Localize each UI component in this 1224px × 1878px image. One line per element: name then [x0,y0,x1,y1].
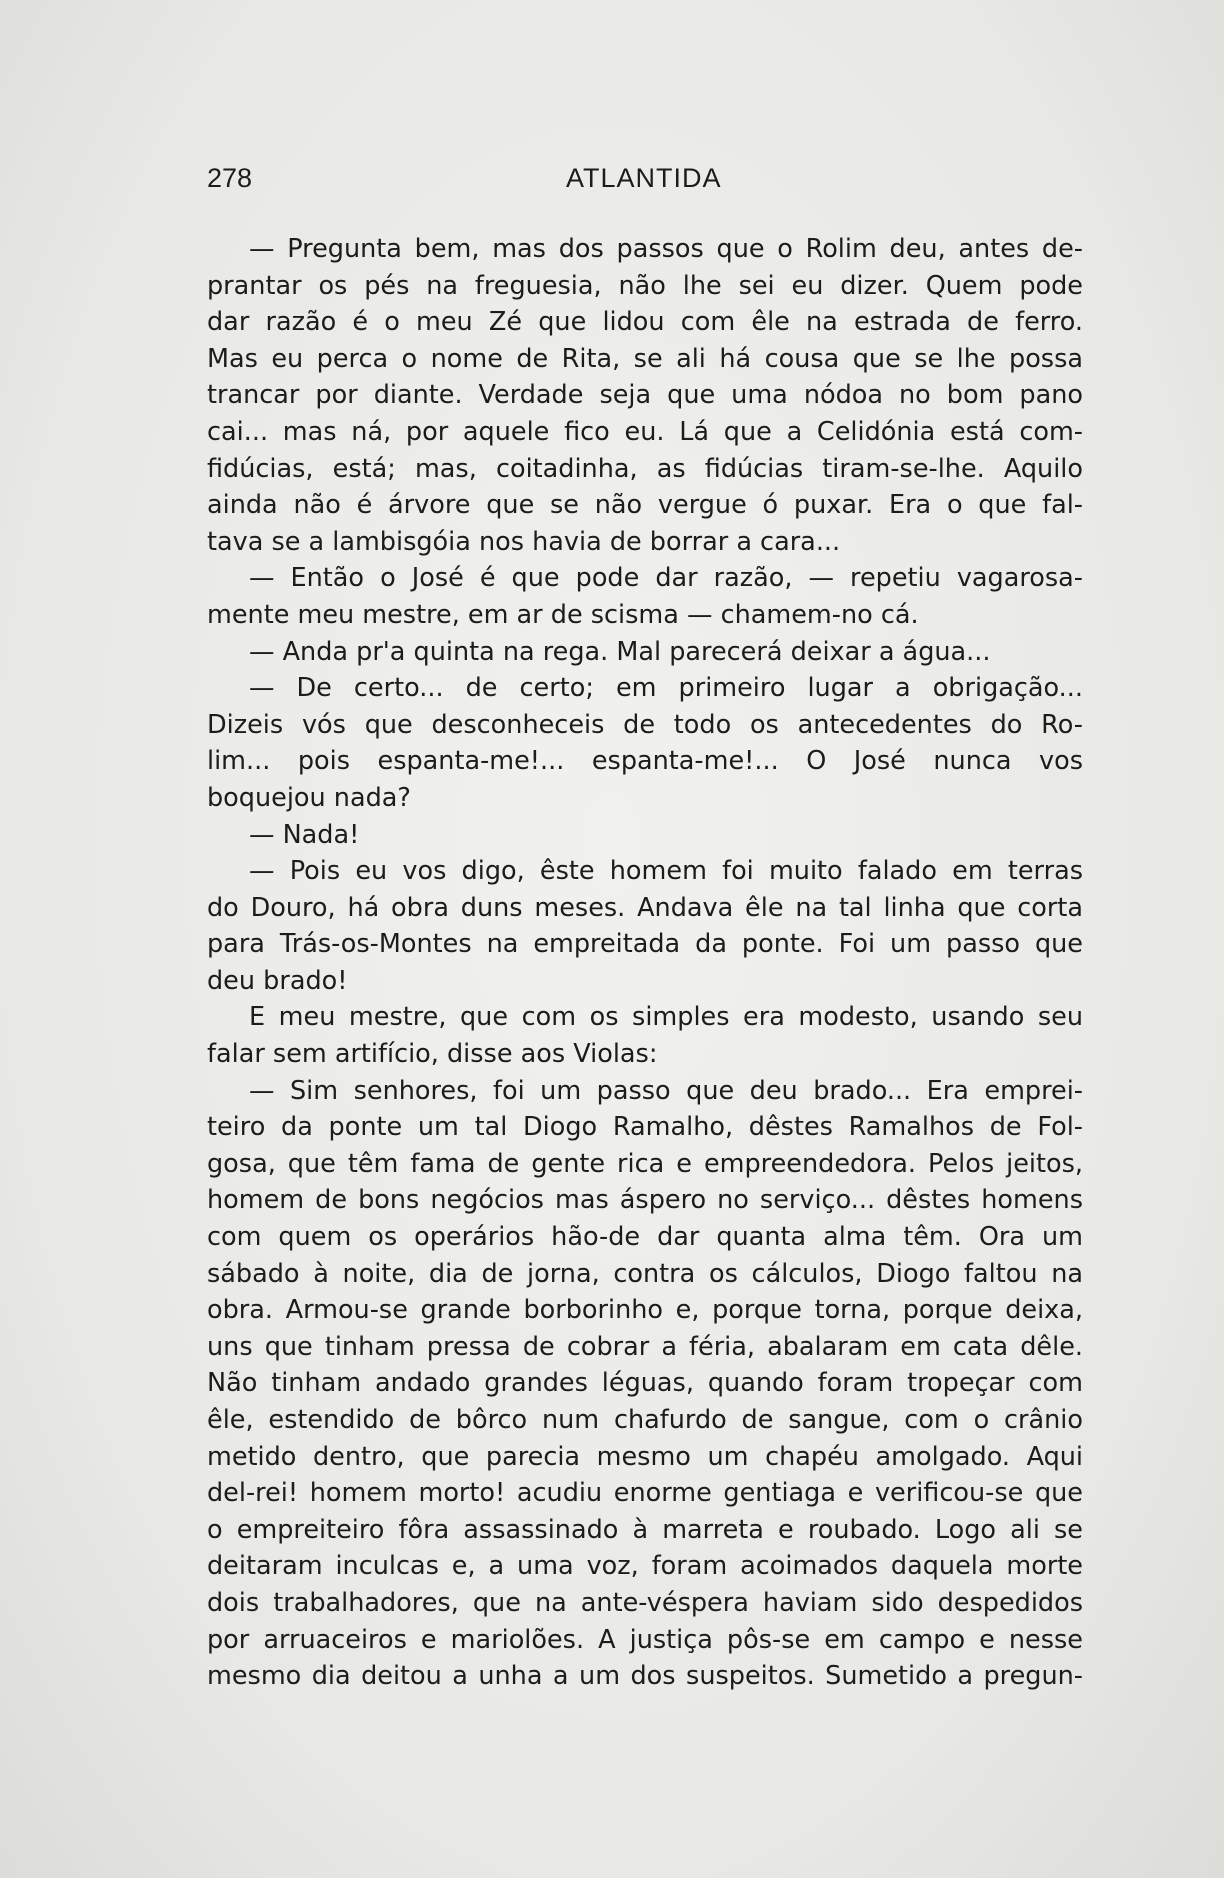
page-number: 278 [207,163,253,193]
text-line: o empreiteiro fôra assassinado à marreta e roubado. Logo ali se [207,1514,1083,1545]
body-text [207,231,1083,1695]
text-line: fidúcias, está; mas, coitadinha, as fidúcias tiram-se-lhe. Aquilo [207,453,1083,484]
text-line: sábado à noite, dia de jorna, contra os cálculos, Diogo faltou na [207,1258,1083,1289]
text-line: do Douro, há obra duns meses. Andava êle na tal linha que corta [207,892,1083,923]
text-line: tava se a lambisgóia nos havia de borrar a cara... [207,526,841,557]
text-line: deitaram inculcas e, a uma voz, foram acoimados daquela morte [207,1551,1083,1582]
text-line: — De certo... de certo; em primeiro lugar a obrigação... [249,673,1083,704]
text-line: prantar os pés na freguesia, não lhe sei eu dizer. Quem pode [207,270,1083,301]
text-line: Mas eu perca o nome de Rita, se ali há cousa que se lhe possa [207,343,1083,374]
text-line: lim... pois espanta-me!... espanta-me!... O José nunca vos [207,746,1083,777]
text-line: Dizeis vós que desconheceis de todo os antecedentes do Ro- [207,709,1083,740]
text-line: boquejou nada? [207,782,411,813]
text-line: para Trás-os-Montes na empreitada da ponte. Foi um passo que [207,929,1083,960]
text-line: trancar por diante. Verdade seja que uma nódoa no bom pano [207,380,1083,411]
text-line: E meu mestre, que com os simples era modesto, usando seu [249,1002,1083,1033]
text-line: del-rei! homem morto! acudiu enorme gentiaga e verificou-se que [207,1478,1083,1509]
text-line: mesmo dia deitou a unha a um dos suspeitos. Sumetido a pregun- [207,1661,1083,1692]
text-line: dar razão é o meu Zé que lidou com êle na estrada de ferro. [207,307,1083,338]
text-line: homem de bons negócios mas áspero no serviço... dêstes homens [207,1185,1083,1216]
text-line: dois trabalhadores, que na ante-véspera haviam sido despedidos [207,1587,1083,1618]
text-line: com quem os operários hão-de dar quanta alma têm. Ora um [207,1222,1083,1253]
text-line: falar sem artifício, disse aos Violas: [207,1039,658,1070]
text-line: êle, estendido de bôrco num chafurdo de sangue, com o crânio [207,1405,1083,1435]
text-line: — Nada! [249,819,360,850]
page-header [207,163,1087,203]
text-line: metido dentro, que parecia mesmo um chapéu amolgado. Aqui [207,1441,1083,1472]
text-line: mente meu mestre, em ar de scisma — chamem-no cá. [207,599,919,630]
text-line: deu brado! [207,965,348,996]
text-line: — Sim senhores, foi um passo que deu brado... Era emprei- [249,1075,1083,1106]
text-line: obra. Armou-se grande borborinho e, porque torna, porque deixa, [207,1295,1083,1326]
text-line: cai... mas ná, por aquele fico eu. Lá que a Celidónia está com- [207,416,1083,447]
text-line: — Pregunta bem, mas dos passos que o Rolim deu, antes de- [249,234,1083,264]
text-line: ainda não é árvore que se não vergue ó puxar. Era o que fal- [207,490,1083,521]
text-line: teiro da ponte um tal Diogo Ramalho, dêstes Ramalhos de Fol- [207,1112,1083,1143]
text-line: — Pois eu vos digo, êste homem foi muito falado em terras [249,856,1083,887]
running-title: ATLANTIDA [566,163,722,193]
text-line: por arruaceiros e mariolões. A justiça pôs-se em campo e nesse [207,1624,1083,1655]
text-line: — Anda pr'a quinta na rega. Mal parecerá deixar a água... [249,636,991,667]
text-line: uns que tinham pressa de cobrar a féria, abalaram em cata dêle. [207,1331,1083,1362]
text-line: — Então o José é que pode dar razão, — repetiu vagarosa- [249,563,1083,594]
text-line: gosa, que têm fama de gente rica e empreendedora. Pelos jeitos, [207,1148,1083,1179]
text-line: Não tinham andado grandes léguas, quando foram tropeçar com [207,1368,1083,1399]
